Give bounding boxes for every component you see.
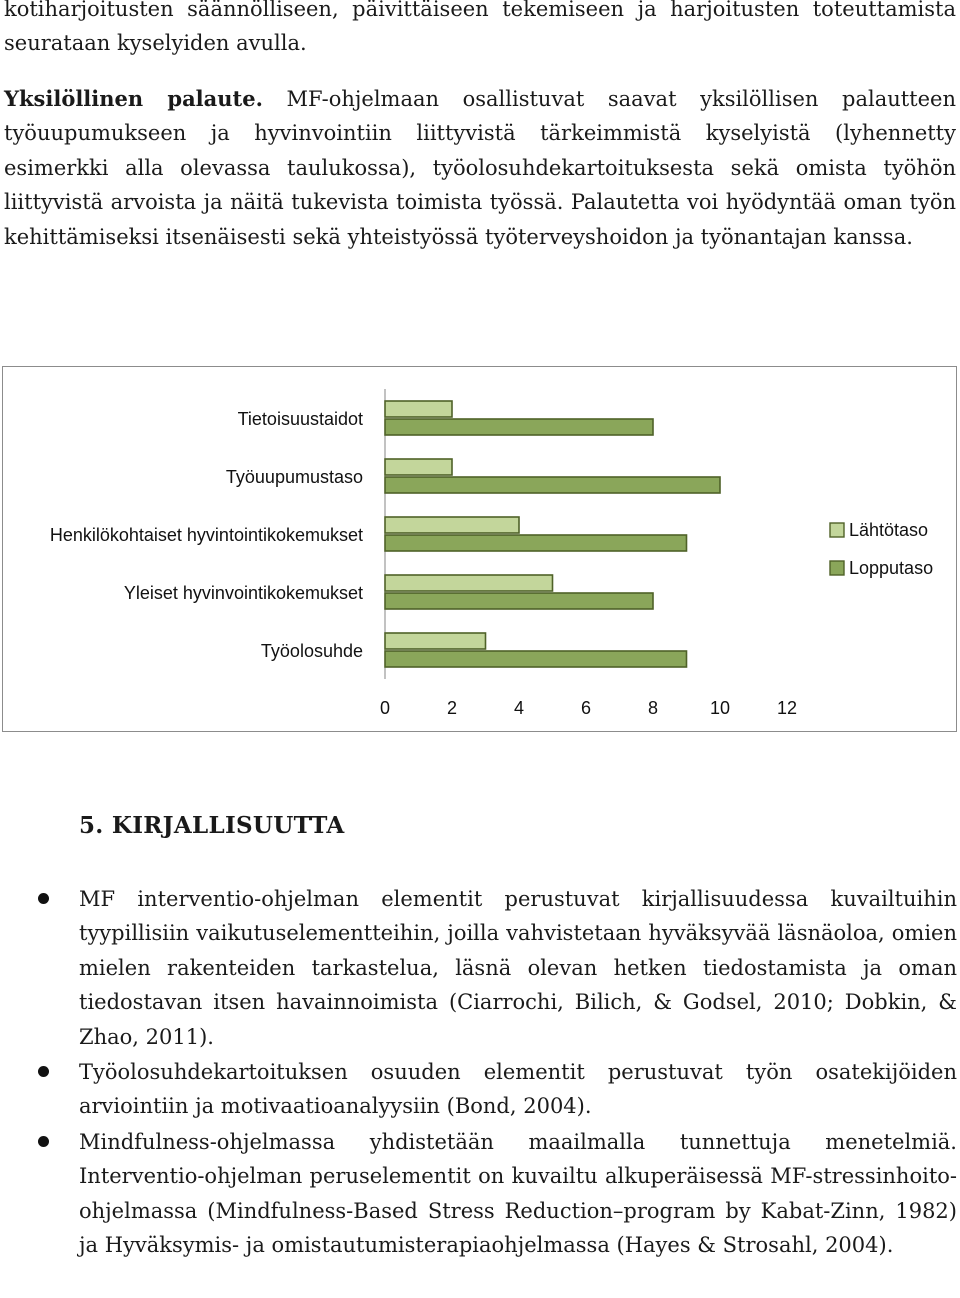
list-item-text: Työolosuhdekartoituksen osuuden elementit perustuvat työn osatekijöiden arviointiin ja motivaatioanalyysiin (Bond, 2004). (79, 1060, 957, 1119)
legend-swatch (830, 523, 844, 537)
bullet-icon (38, 1066, 49, 1077)
legend-label: Lähtötaso (849, 520, 929, 540)
list-item (0, 1055, 957, 1124)
bar-l-ht-taso (385, 459, 452, 475)
bar-chart (2, 366, 957, 732)
category-label: Henkilökohtaiset hyvintointikokemukset (49, 525, 363, 545)
x-tick-label: 2 (446, 698, 458, 718)
bar-l-ht-taso (385, 633, 486, 649)
category-label: Yleiset hyvinvointikokemukset (123, 583, 363, 603)
x-tick-label: 6 (580, 698, 592, 718)
bar-lopputaso (385, 419, 653, 435)
paragraph-lead-in: Yksilöllinen palaute. (4, 86, 263, 111)
category-label: Työolosuhde (260, 641, 363, 661)
bar-lopputaso (385, 593, 653, 609)
body-paragraph-intro: kotiharjoitusten säännölliseen, päivittäiseen tekemiseen ja harjoitusten toteuttamista seurataan kyselyiden avulla. (4, 0, 956, 56)
bar-l-ht-taso (385, 517, 519, 533)
section-heading: 5. KIRJALLISUUTTA (79, 812, 345, 839)
list-item (0, 1125, 957, 1263)
bar-l-ht-taso (385, 401, 452, 417)
x-tick-label: 0 (379, 698, 391, 718)
bar-l-ht-taso (385, 575, 553, 591)
bar-lopputaso (385, 535, 687, 551)
bar-lopputaso (385, 477, 720, 493)
category-label: Työuupumustaso (225, 467, 363, 487)
x-tick-label: 10 (709, 698, 731, 718)
bullet-icon (38, 1136, 49, 1147)
list-item (0, 882, 957, 1054)
legend-label: Lopputaso (849, 558, 934, 578)
legend-swatch (830, 561, 844, 575)
body-paragraph-feedback (4, 82, 956, 254)
list-item-text: MF interventio-ohjelman elementit perustuvat kirjallisuudessa kuvailtuihin tyypillisiin vaikutuselementteihin, joilla vahvistetaan hyväksyvää läsnäoloa, omien mielen rakenteiden tarkastelua, läsnä olevan hetken tiedostamista ja oman tiedostavan itsen havainnoimista (Ciarrochi, Bilich, & Godsel, 2010; Dobkin, & Zhao, 2011). (79, 887, 957, 1049)
chart-canvas (3, 367, 958, 733)
bullet-list (0, 882, 960, 1263)
paragraph-text: MF-ohjelmaan osallistuvat saavat yksilöllisen palautteen työuupumukseen ja hyvinvointiin liittyvistä tärkeimmistä kyselyistä (lyhennetty esimerkki alla olevassa taulukossa), työolosuhdekartoituksesta sekä omista työhön liittyvistä arvoista ja näitä tukevista toimista työssä. Palautetta voi hyödyntää oman työn kehittämiseksi itsenäisesti sekä yhteistyössä työterveyshoidon ja työnantajan kanssa. (4, 87, 957, 249)
bullet-icon (38, 893, 49, 904)
x-tick-label: 8 (647, 698, 659, 718)
bar-lopputaso (385, 651, 687, 667)
x-tick-label: 4 (513, 698, 525, 718)
category-label: Tietoisuustaidot (237, 409, 363, 429)
x-tick-label: 12 (776, 698, 798, 718)
list-item-text: Mindfulness-ohjelmassa yhdistetään maailmalla tunnettuja menetelmiä. Interventio-ohjelman peruselementit on kuvailtu alkuperäisessä MF-stressinhoito-ohjelmassa (Mindfulness-Based Stress Reduction–program by Kabat-Zinn, 1982) ja Hyväksymis- ja omistautumisterapiaohjelmassa (Hayes & Strosahl, 2004). (79, 1129, 957, 1258)
